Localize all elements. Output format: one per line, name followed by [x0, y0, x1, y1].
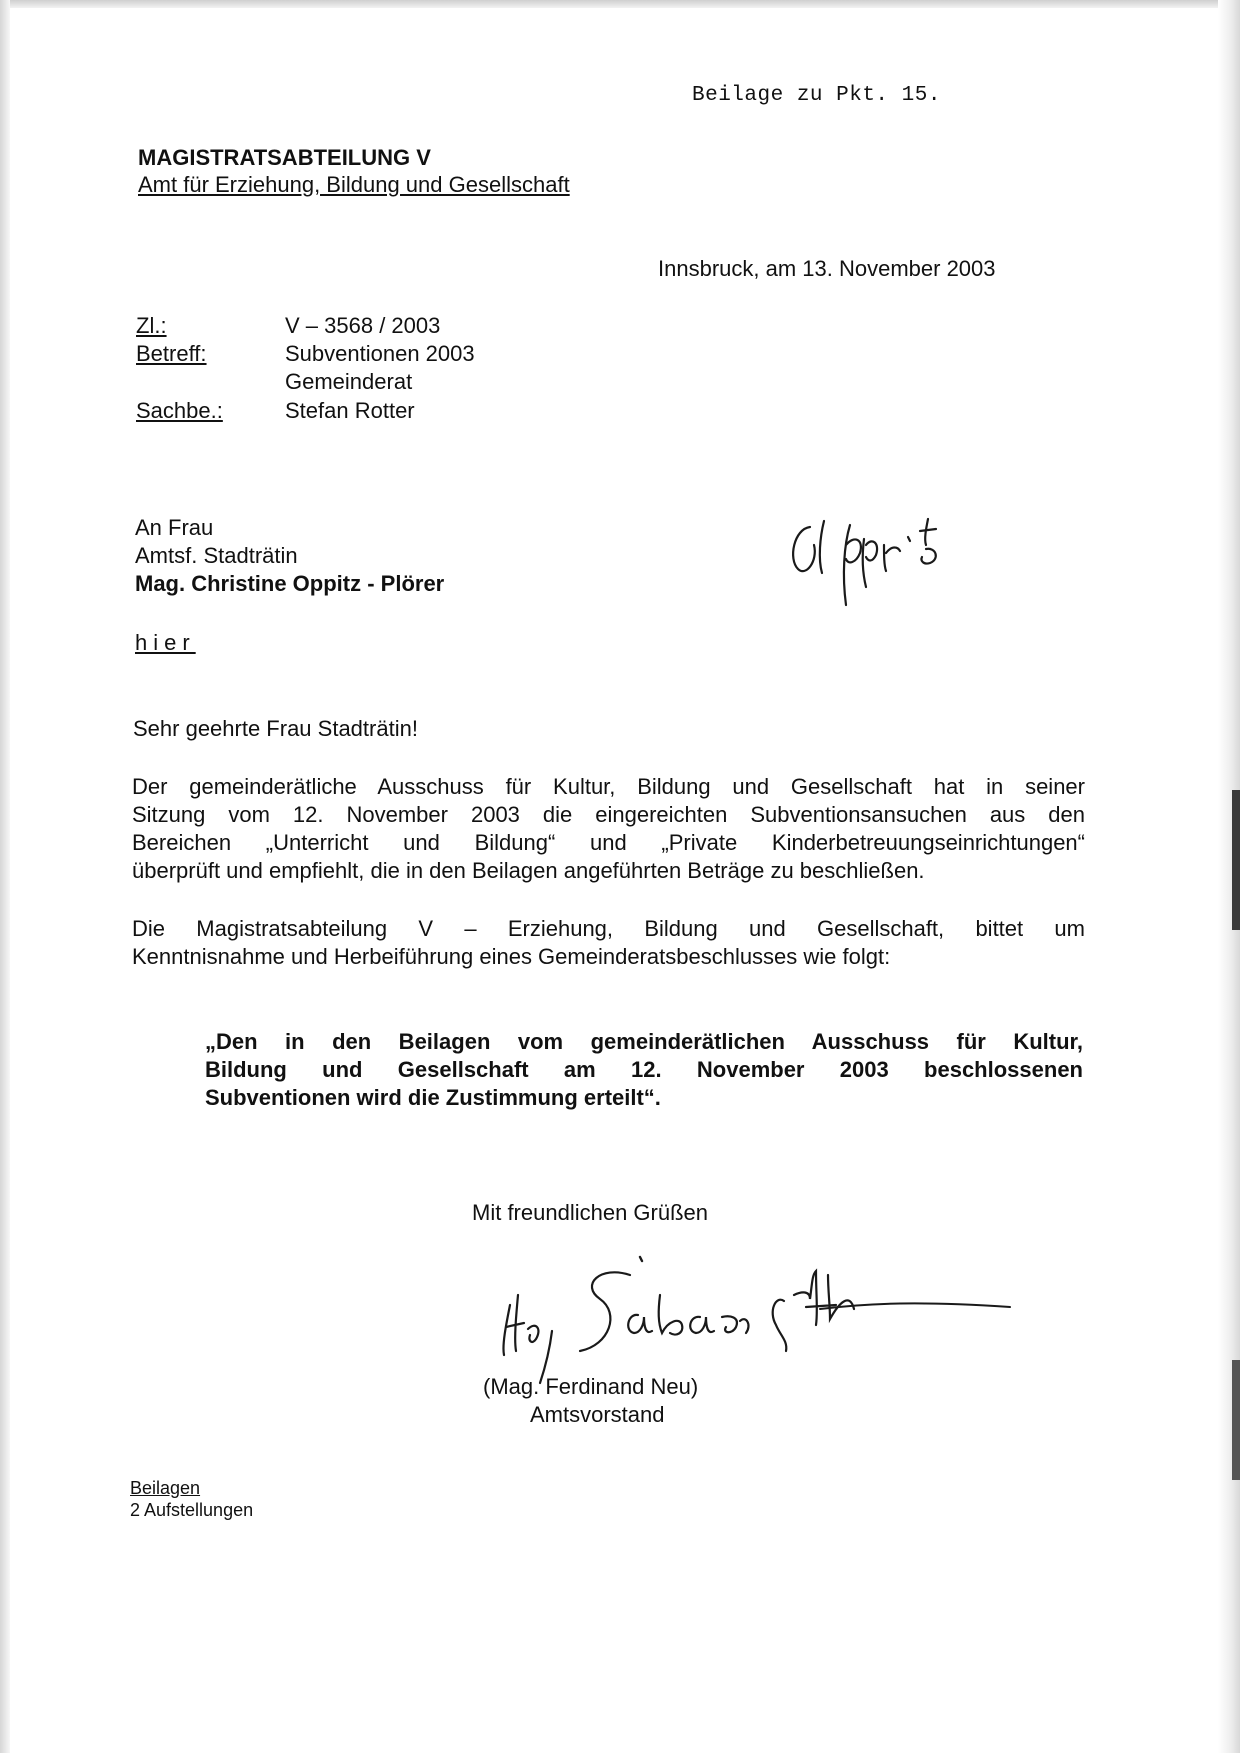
body-paragraph-1: [132, 773, 1085, 885]
subject-line-2: Gemeinderat: [285, 369, 413, 394]
enclosures-item: 2 Aufstellungen: [130, 1500, 254, 1520]
scan-artifact-bar: [1232, 1360, 1240, 1480]
resolution-line: Subventionen wird die Zustimmung erteilt“.: [205, 1085, 661, 1110]
paragraph-line: Kenntnisnahme und Herbeiführung eines Gemeinderatsbeschlusses wie folgt:: [132, 944, 891, 969]
recipient-line-1: An Frau: [135, 515, 214, 540]
recipient-line-2: Amtsf. Stadträtin: [135, 543, 298, 568]
paragraph-line: Der gemeinderätliche Ausschuss für Kultur, Bildung und Gesellschaft hat in seiner: [132, 774, 1085, 799]
clerk-label: Sachbe.:: [136, 398, 223, 423]
paragraph-line: Bereichen „Unterricht und Bildung“ und „Private Kinderbetreuungseinrichtungen“: [132, 830, 1085, 855]
signer-title: Amtsvorstand: [530, 1402, 665, 1427]
reference-number: V – 3568 / 2003: [285, 313, 441, 338]
subject-line-1: Subventionen 2003: [285, 341, 475, 366]
place-date: Innsbruck, am 13. November 2003: [658, 256, 996, 281]
recipient-location: hier: [135, 630, 196, 655]
department-title: MAGISTRATSABTEILUNG V: [138, 145, 431, 170]
recipient-name: Mag. Christine Oppitz - Plörer: [135, 571, 445, 596]
paragraph-line: Sitzung vom 12. November 2003 die eingereichten Subventionsansuchen aus den: [132, 802, 1085, 827]
signature-icon: [490, 1255, 1020, 1385]
paragraph-line: überprüft und empfiehlt, die in den Beilagen angeführten Beträge zu beschließen.: [132, 858, 925, 883]
reference-label: Zl.:: [136, 313, 167, 338]
subject-label: Betreff:: [136, 341, 207, 366]
clerk-name: Stefan Rotter: [285, 398, 415, 423]
resolution-line: Bildung und Gesellschaft am 12. November 2003 beschlossenen: [205, 1057, 1083, 1082]
enclosures-label: Beilagen: [130, 1478, 201, 1498]
signer-name: (Mag. Ferdinand Neu): [483, 1374, 699, 1399]
paragraph-line: Die Magistratsabteilung V – Erziehung, Bildung und Gesellschaft, bittet um: [132, 916, 1085, 941]
attachment-reference: Beilage zu Pkt. 15.: [692, 84, 941, 107]
office-name: Amt für Erziehung, Bildung und Gesellschaft: [138, 172, 570, 197]
scan-artifact-bar: [1232, 790, 1240, 930]
resolution-line: „Den in den Beilagen vom gemeinderätlichen Ausschuss für Kultur,: [205, 1029, 1083, 1054]
scan-edge-top: [0, 0, 1240, 8]
salutation: Sehr geehrte Frau Stadträtin!: [133, 716, 418, 741]
handwritten-note-icon: [780, 515, 950, 615]
closing-greeting: Mit freundlichen Grüßen: [472, 1200, 708, 1225]
scan-edge-left: [0, 0, 10, 1753]
resolution-text: [205, 1028, 1083, 1112]
body-paragraph-2: [132, 915, 1085, 971]
